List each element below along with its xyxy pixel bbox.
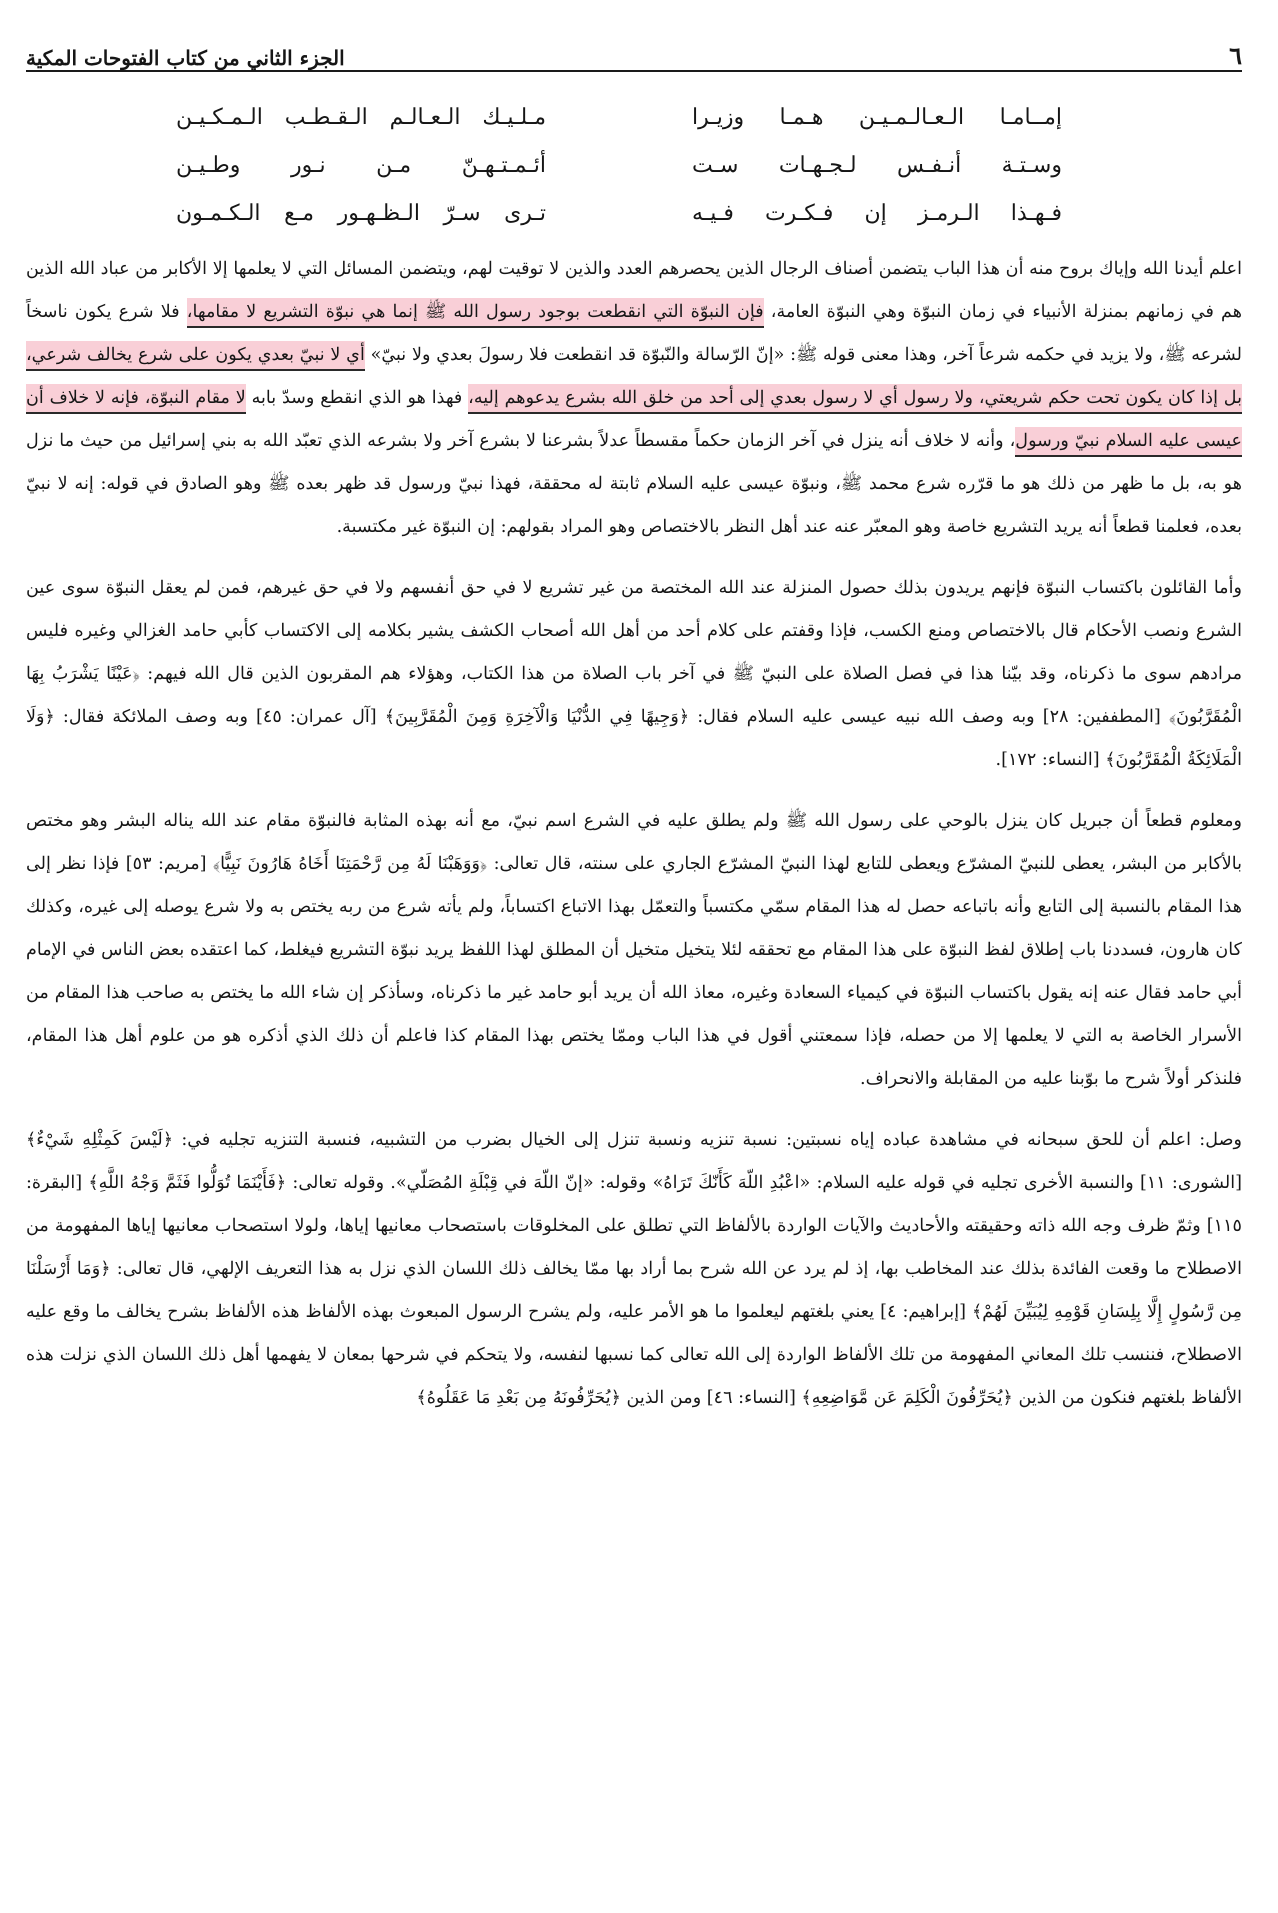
poem-line — [176, 190, 1062, 238]
poem-hemistich-first: فـهـذا الـرمـز إن فـكـرت فـيـه — [692, 201, 1062, 226]
poem-line — [176, 142, 1062, 190]
poem-hemistich-second: مـلـيـك الـعـالـم الـقـطـب الـمـكـيـن — [176, 105, 546, 130]
paragraph-text: ، وأنه لا خلاف أنه ينزل في آخر الزمان حكماً مقسطاً عدلاً بشرعنا لا بشرع آخر ولا بشرعه الذي تعبّد الله به بني إسرائيل من حيث ما نزل هو به، بل ما ظهر من ذلك هو ما قرّره شرع محمد ﷺ، ونبوّة عيسى عليه السلام ثابتة له محققة، فهذا نبيّ ورسول قد ظهر بعده ﷺ وهو الصادق في قوله: إنه لا نبيّ بعده، فعلمنا قطعاً أنه يريد التشريع خاصة وهو المعبّر عنه عند أهل النظر بالاختصاص وهو المراد بقولهم: إن النبوّة غير مكتسبة. — [26, 431, 1242, 537]
paragraph-text: فهذا هو الذي انقطع وسدّ بابه — [245, 388, 469, 408]
highlighted-passage: أي لا نبيّ بعدي يكون على شرع يخالف شرعي، بل إذا كان يكون تحت حكم شريعتي، ولا رسول أي لا رسول بعدي إلى أحد من خلق الله بشرع يدعوهم إليه، — [26, 341, 1242, 414]
paragraph-prophethood — [26, 248, 1242, 549]
highlighted-passage: فإن النبوّة التي انقطعت بوجود رسول الله ﷺ إنما هي نبوّة التشريع لا مقامها، — [187, 298, 764, 328]
poem-hemistich-second: أئـمـتـهـنّ مـن نـور وطـيـن — [176, 153, 546, 178]
poem — [26, 94, 1242, 238]
paragraph-gabriel: ومعلوم قطعاً أن جبريل كان ينزل بالوحي على رسول الله ﷺ ولم يطلق عليه في الشرع اسم نبيّ، مع أنه بهذه المثابة فالنبوّة مقام عند الله يناله البشر وهو مختص بالأكابر من البشر، يعطى للنبيّ المشرّع ويعطى للتابع لهذا النبيّ المشرّع الجاري على سنته، قال تعالى: ﴿وَوَهَبْنَا لَهُ مِن رَّحْمَتِنَا أَخَاهُ هَارُونَ نَبِيًّا﴾ [مريم: ٥٣] فإذا نظر إلى هذا المقام بالنسبة إلى التابع وأنه باتباعه حصل له هذا المقام سمّي مكتسباً والتعمّل بهذا الاتباع اكتساباً، ولم يأته شرع من ربه يختص به ولا شرع يوصله إلى غيره، وكذلك كان هارون، فسددنا باب إطلاق لفظ النبوّة على هذا المقام مع تحققه لئلا يتخيل متخيل أن المطلق لهذا اللفظ يريد نبوّة التشريع فيغلط، كما اعتقده بعض الناس في الإمام أبي حامد فقال عنه إنه يقول باكتساب النبوّة في كيمياء السعادة وغيره، معاذ الله أن يريد أبو حامد غير ما ذكرناه، وسأذكر إن شاء الله ما يختص به صاحب هذا المقام من الأسرار الخاصة به التي لا يعلمها إلا من حصله، فإذا سمعتني أقول في هذا الباب وممّا يختص بهذا المقام كذا فاعلم أن ذلك الذي أذكره هو من علوم أهل هذا المقام، فلنذكر أولاً شرح ما بوّبنا عليه من المقابلة والانحراف. — [26, 811, 1242, 1089]
paragraph-text: اعلم أيدنا الله وإياك بروح منه أن هذا الباب يتضمن أصناف الرجال الذين يحصرهم العدد والذين لا توقيت لهم، ويتضمن المسائل التي لا يعلمها إلا الأكابر من عباد الله الذين هم في زمانهم بمنزلة الأنبياء في زمان النبوّة وهي النبوّة العامة، — [26, 259, 1242, 322]
paragraph-wasl: وصل: اعلم أن للحق سبحانه في مشاهدة عباده إياه نسبتين: نسبة تنزيه ونسبة تنزل إلى الخيال بضرب من التشبيه، فنسبة التنزيه تجليه في: ﴿لَيْسَ كَمِثْلِهِ شَيْءٌ﴾ [الشورى: ١١] والنسبة الأخرى تجليه في قوله عليه السلام: «اعْبُدِ اللّهَ كَأَنّكَ تَرَاهُ» وقوله: «إنّ اللّهَ في قِبْلَةِ المُصَلّي». وقوله تعالى: ﴿فَأَيْنَمَا تُوَلُّوا فَثَمَّ وَجْهُ اللَّهِ﴾ [البقرة: ١١٥] وثمّ ظرف وجه الله ذاته وحقيقته والأحاديث والآيات الواردة بالألفاظ التي تطلق على المخلوقات باستصحاب معانيها إياها، ولولا استصحاب معانيها إياها المفهومة من الاصطلاح ما وقعت الفائدة بذلك عند المخاطب بها، إذ لم يرد عن الله شرح بما أراد بها ممّا يخالف ذلك اللسان الذي نزل به هذا التعريف الإلهي، قال تعالى: ﴿وَمَا أَرْسَلْنَا مِن رَّسُولٍ إِلَّا بِلِسَانِ قَوْمِهِ لِيُبَيِّنَ لَهُمْ﴾ [إبراهيم: ٤] يعني بلغتهم ليعلموا ما هو الأمر عليه، ولم يشرح الرسول المبعوث بهذه الألفاظ هذه الألفاظ بشرح يخالف ما وقع عليه الاصطلاح، فننسب تلك المعاني المفهومة من تلك الألفاظ الواردة إلى الله تعالى كما نسبها لنفسه، ولا يتحكم في شرحها بمعان لا يفهمها أهل ذلك اللسان الذي نزلت هذه الألفاظ بلغتهم فنكون من الذين ﴿يُحَرِّفُونَ الْكَلِمَ عَن مَّوَاضِعِهِ﴾ [النساء: ٤٦] ومن الذين ﴿يُحَرِّفُونَهُ مِن بَعْدِ مَا عَقَلُوهُ﴾ — [26, 1130, 1243, 1408]
paragraph-text: فلا شرع يكون ناسخاً لشرعه ﷺ، ولا يزيد في حكمه شرعاً آخر، وهذا معنى قوله ﷺ: «إنّ الرّسالة والنّبوّة قد انقطعت فلا رسولَ بعدي ولا نبيّ» — [26, 302, 1242, 365]
poem-line — [176, 94, 1062, 142]
highlighted-passage: لا مقام النبوّة، فإنه لا خلاف أن عيسى عليه السلام نبيّ ورسول — [26, 384, 1242, 457]
page-number: ٦ — [1229, 41, 1242, 70]
poem-hemistich-first: وسـتـة أنـفـس لـجـهـات سـت — [692, 153, 1062, 178]
running-header — [26, 26, 1242, 72]
paragraph-acquisition: وأما القائلون باكتساب النبوّة فإنهم يريدون بذلك حصول المنزلة عند الله المختصة من غير تشريع لا في حق أنفسهم ولا في حق غيرهم، فمن لم يعقل النبوّة سوى عين الشرع ونصب الأحكام قال بالاختصاص ومنع الكسب، فإذا وقفتم على كلام أحد من أهل الله أصحاب الكشف يشير بكلامه إلى الاكتساب كأبي حامد الغزالي وغيره فليس مرادهم سوى ما ذكرناه، وقد بيّنا هذا في فصل الصلاة على النبيّ ﷺ في آخر باب الصلاة من هذا الكتاب، وهؤلاء هم المقربون الذين قال الله فيهم: ﴿عَيْنًا يَشْرَبُ بِهَا الْمُقَرَّبُونَ﴾ [المطففين: ٢٨] وبه وصف الله نبيه عيسى عليه السلام فقال: ﴿وَجِيهًا فِي الدُّنْيَا وَالْآخِرَةِ وَمِنَ الْمُقَرَّبِينَ﴾ [آل عمران: ٤٥] وبه وصف الملائكة فقال: ﴿وَلَا الْمَلَائِكَةُ الْمُقَرَّبُونَ﴾ [النساء: ١٧٢]. — [26, 578, 1243, 770]
book-title: الجزء الثاني من كتاب الفتوحات المكية — [26, 46, 345, 70]
poem-hemistich-first: إمــامـا الـعـالـمـيـن هـمـا وزيـرا — [692, 105, 1062, 130]
poem-hemistich-second: تـرى سـرّ الـظـهـور مـع الـكـمـون — [176, 201, 546, 226]
